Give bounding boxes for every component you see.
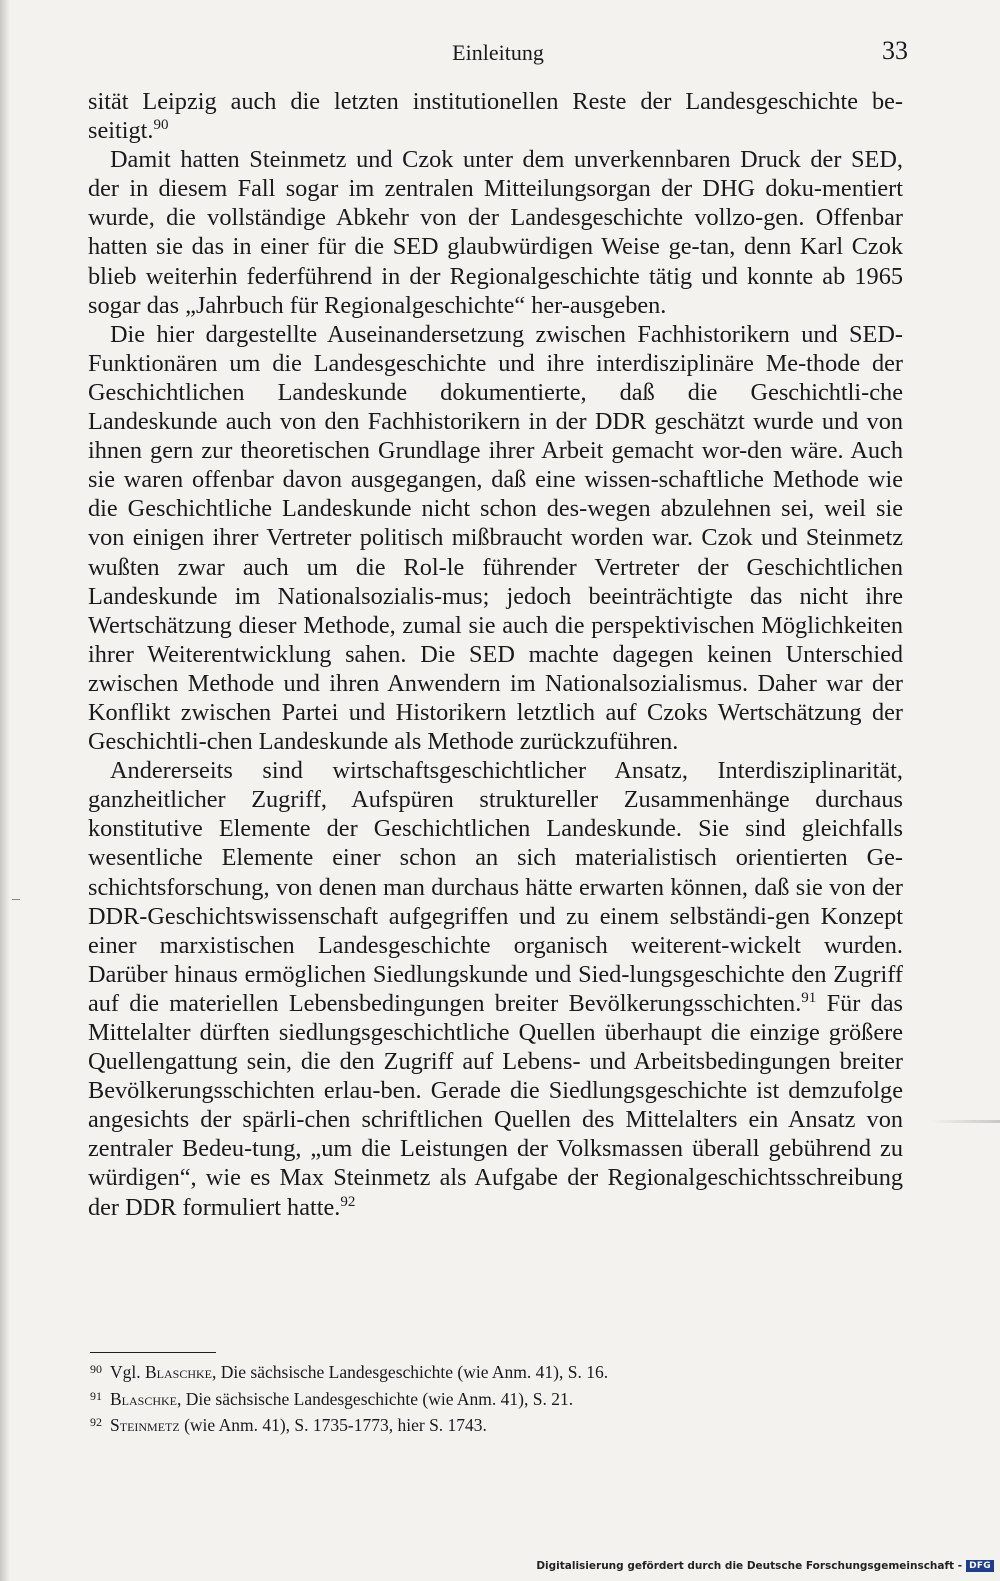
footnote-reference[interactable]: 91 (801, 989, 817, 1006)
margin-mark (12, 899, 20, 900)
footnote-number: 90 (90, 1362, 102, 1376)
footnote-reference[interactable]: 92 (340, 1193, 356, 1210)
paragraph (88, 320, 903, 756)
author-name: Steinmetz (110, 1415, 180, 1435)
paragraph (88, 145, 903, 320)
footnote (90, 1411, 890, 1438)
footnote-reference[interactable]: 90 (153, 117, 169, 134)
credit-text: Digitalisierung gefördert durch die Deutsche Forschungsgemeinschaft - (536, 1560, 963, 1572)
paragraph (88, 756, 903, 1222)
author-name: Blaschke (145, 1362, 213, 1382)
footnote-number: 91 (90, 1388, 102, 1403)
paragraph-text: Für das Mittelalter dürften siedlungsgeschichtliche Quellen überhaupt die einzige größere Quellengattung sein, die den Zugriff auf Lebens- und Arbeitsbedingungen breiter Bevölkerungsschichten erlau-ben. Gerade die Siedlungsgeschichte ist demzufolge angesichts der spärli-chen schriftlichen Quellen des Mittelalters ein Ansatz von zentraler Bedeu-tung, „um die Leistungen der Volksmassen überall gebührend zu würdigen“, wie es Max Steinmetz als Aufgabe der Regionalgeschichtsschreibung der DDR formuliert hatte. (88, 989, 903, 1221)
paragraph-text: Damit hatten Steinmetz und Czok unter dem unverkennbaren Druck der SED, der in diesem Fall sogar im zentralen Mitteilungsorgan der DHG doku-mentiert wurde, die vollständige Abkehr von der Landesgeschichte vollzo-gen. Offenbar hatten sie das in einer für die SED glaubwürdigen Weise ge-tan, denn Karl Czok blieb weiterhin federführend in der Regionalgeschichte tätig und konnte ab 1965 sogar das „Jahrbuch für Regionalgeschichte“ her-ausgeben. (88, 146, 903, 319)
footnote (90, 1358, 890, 1385)
author-name: Blaschke (110, 1388, 178, 1409)
footnote-text: , Die sächsische Landesgeschichte (wie Anm. 41), S. 21. (177, 1388, 574, 1409)
paragraph-text: sität Leipzig auch die letzten institutionellen Reste der Landesgeschichte be-seitigt. (88, 88, 903, 145)
footnote-text: (wie Anm. 41), S. 1735-1773, hier S. 1743. (179, 1415, 487, 1435)
digitization-credit (536, 1556, 994, 1576)
scan-shadow (930, 1120, 1000, 1123)
footnote (90, 1385, 890, 1412)
footnotes (90, 1358, 890, 1438)
paragraph-text: Andererseits sind wirtschaftsgeschichtlicher Ansatz, Interdisziplinarität, ganzheitlicher Zugriff, Aufspüren struktureller Zusammenhänge durchaus konstitutive Elemente der Geschichtlichen Landeskunde. Sie sind gleichfalls wesentliche Elemente einer schon an sich materialistisch orientierten Ge-schichtsforschung, von denen man durchaus hätte erwarten können, daß sie von der DDR-Geschichtswissenschaft aufgegriffen und zu einem selbständi-gen Konzept einer marxistischen Landesgeschichte organisch weiterent-wickelt wurden. Darüber hinaus ermöglichen Siedlungskunde und Sied-lungsgeschichte den Zugriff auf die materiellen Lebensbedingungen breiter Bevölkerungsschichten. (88, 757, 903, 1017)
footnote-text: Vgl. (110, 1362, 145, 1382)
running-title: Einleitung (452, 40, 544, 65)
footnote-number: 92 (90, 1415, 102, 1429)
dfg-logo: DFG (966, 1560, 994, 1572)
page-number: 33 (882, 36, 908, 65)
paragraph (88, 87, 903, 145)
running-head (88, 36, 908, 68)
binding-gutter (0, 0, 10, 1581)
footnote-separator (90, 1352, 216, 1353)
paragraph-text: Die hier dargestellte Auseinandersetzung zwischen Fachhistorikern und SED-Funktionären um die Landesgeschichte und ihre interdisziplinäre Me-thode der Geschichtlichen Landeskunde dokumentierte, daß die Geschichtli-che Landeskunde auch von den Fachhistorikern in der DDR geschätzt wurde und von ihnen gern zur theoretischen Grundlage ihrer Arbeit gemacht wor-den wäre. Auch sie waren offenbar davon ausgegangen, daß eine wissen-schaftliche Methode wie die Geschichtliche Landeskunde nicht schon des-wegen abzulehnen sei, weil sie von einigen ihrer Vertreter politisch mißbraucht worden war. Czok und Steinmetz wußten zwar auch um die Rol-le führender Vertreter der Geschichtlichen Landeskunde im Nationalsozialis-mus; jedoch beeinträchtigte das nicht ihre Wertschätzung dieser Methode, zumal sie auch die perspektivischen Möglichkeiten ihrer Weiterentwicklung sahen. Die SED machte dagegen keinen Unterschied zwischen Methode und ihren Anwendern im Nationalsozialismus. Daher war der Konflikt zwischen Partei und Historikern letztlich auf Czoks Wertschätzung der Geschichtli-chen Landeskunde als Methode zurückzuführen. (88, 320, 903, 756)
body-text (88, 87, 903, 1222)
footnote-text: , Die sächsische Landesgeschichte (wie Anm. 41), S. 16. (212, 1362, 609, 1382)
